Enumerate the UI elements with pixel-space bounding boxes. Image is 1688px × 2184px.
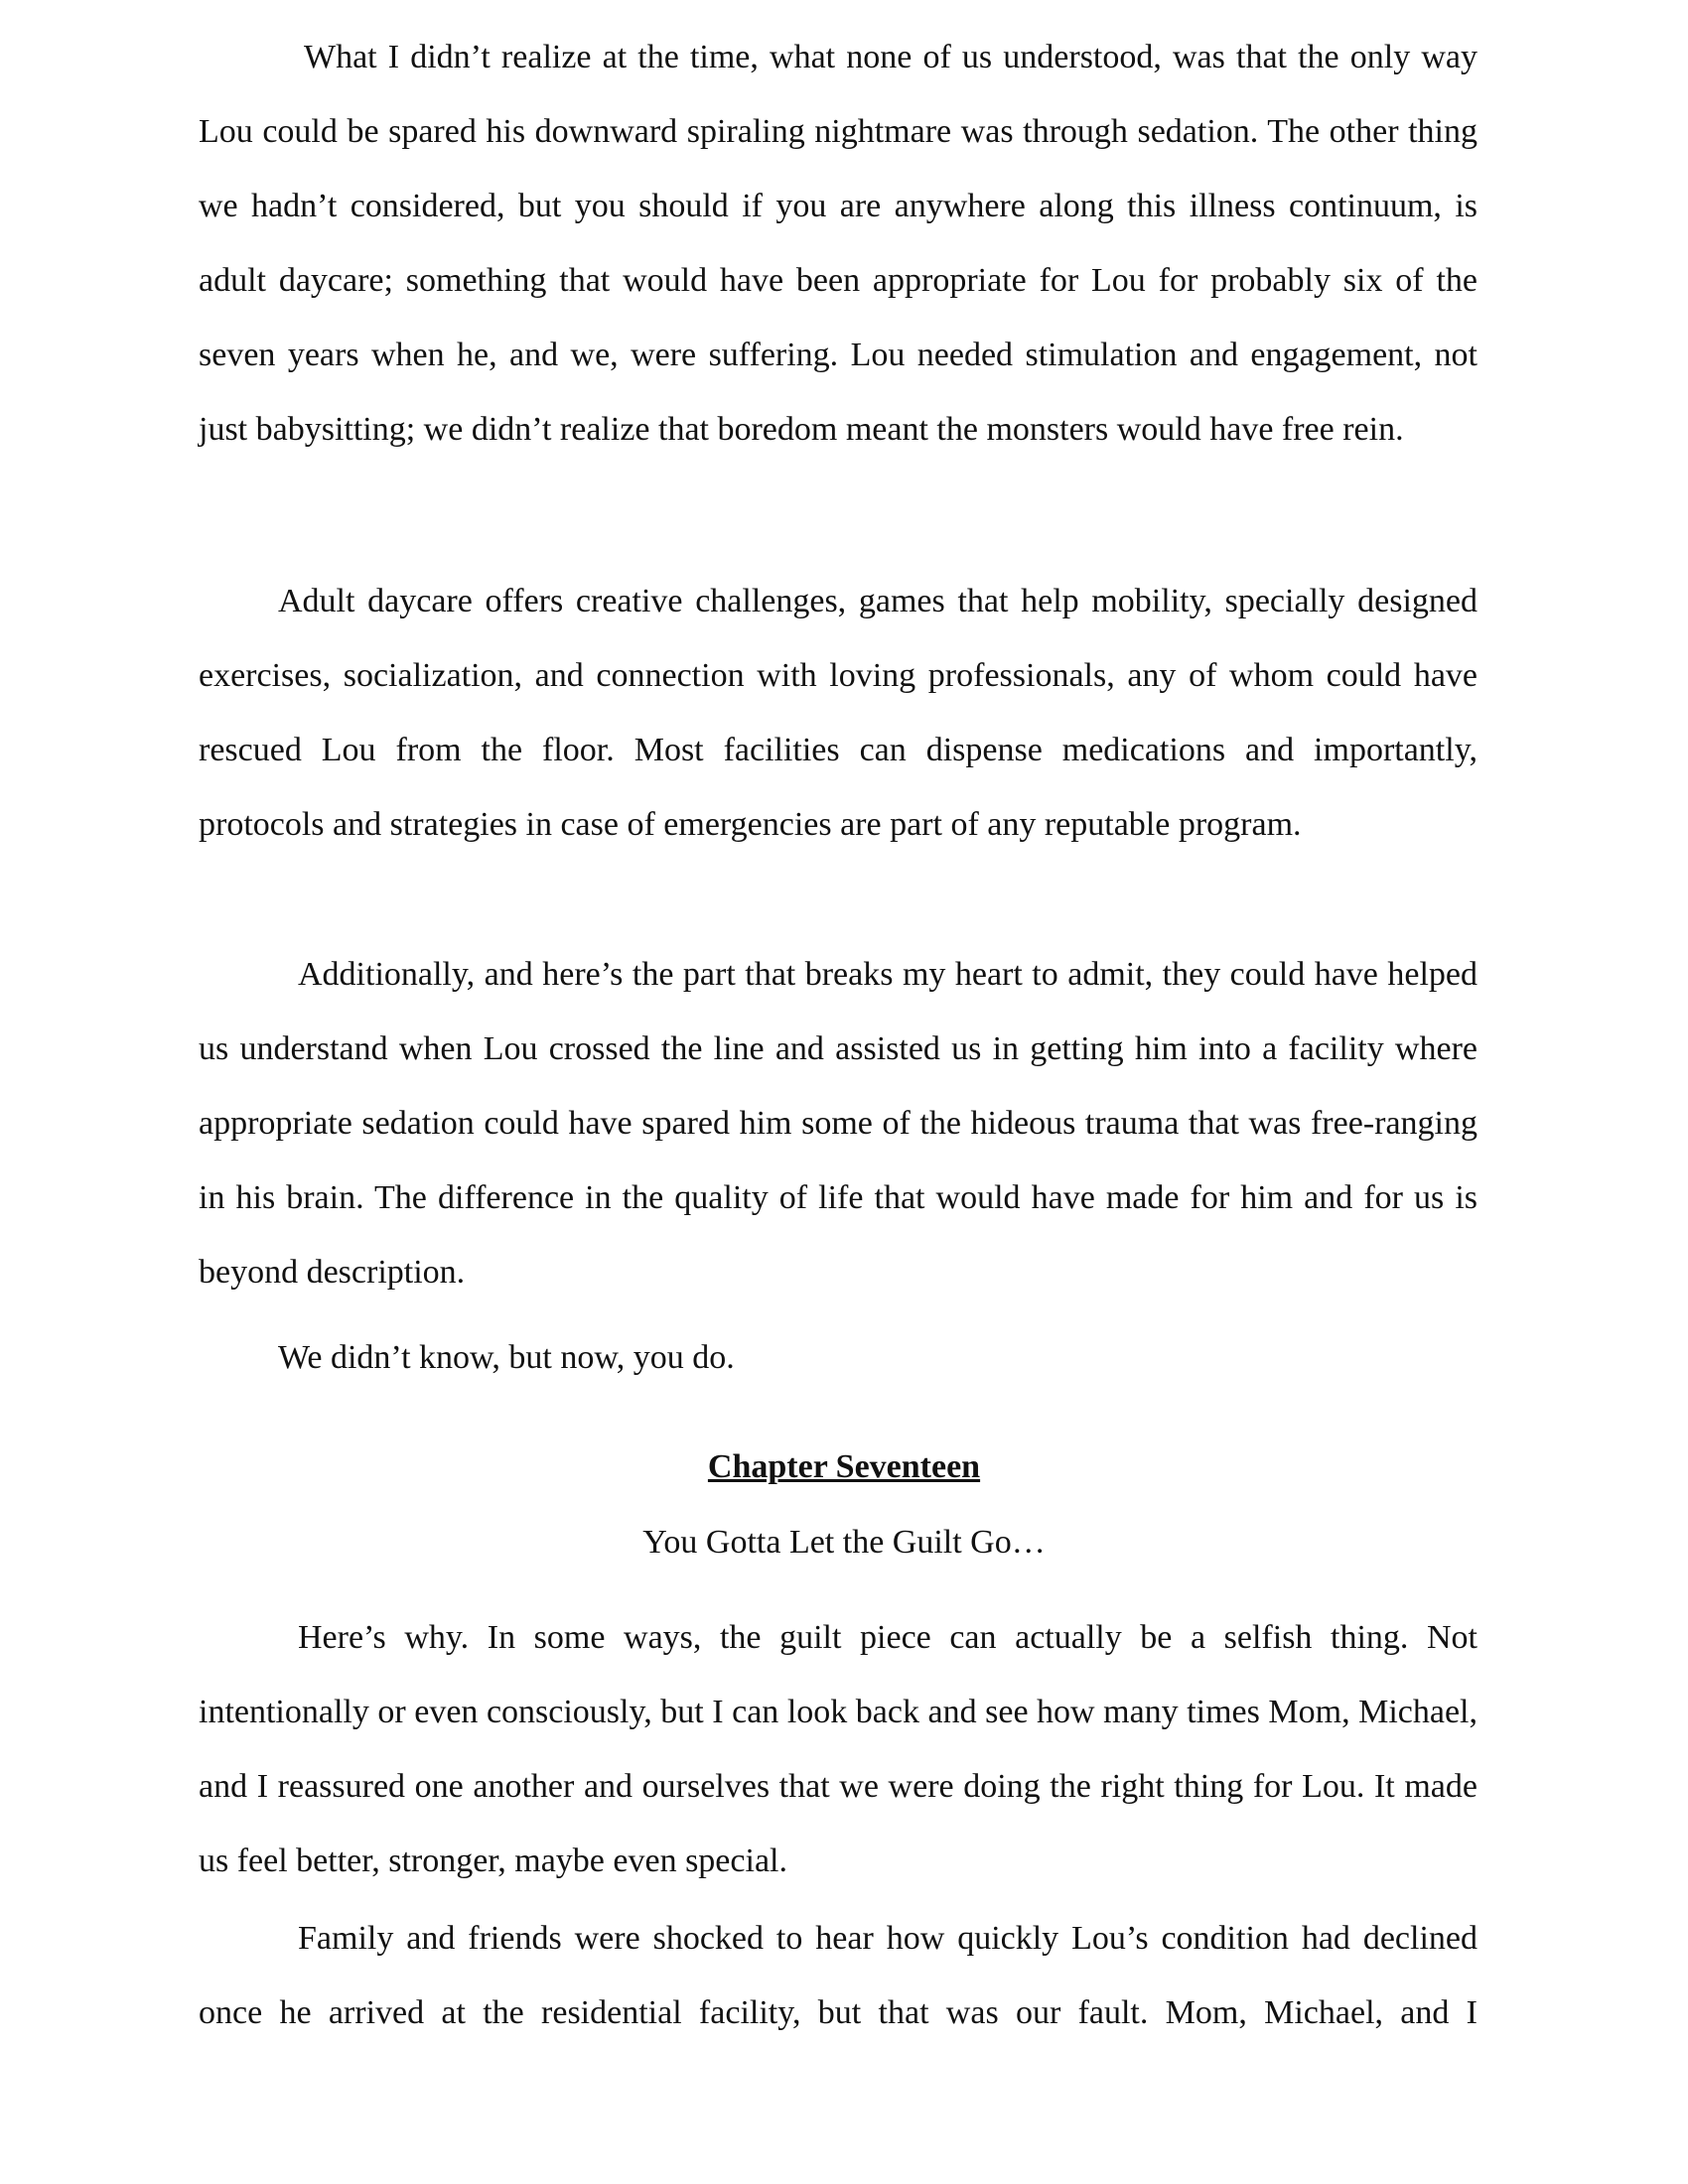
chapter-paragraph-2: Family and friends were shocked to hear how quickly Lou’s condition had declined once he arrived at the residential facility, but that was our fault. Mom, Michael, and I	[199, 1920, 1477, 2031]
chapter-paragraph-1: Here’s why. In some ways, the guilt piece can actually be a selfish thing. Not intentionally or even consciously, but I can look back and see how many times Mom, Michael, and I reassured one another and ourselves that we were doing the right thing for Lou. It made us feel better, stronger, maybe even special.	[199, 1619, 1477, 1879]
chapter-subtitle: You Gotta Let the Guilt Go…	[642, 1524, 1046, 1561]
body-paragraph-3: Additionally, and here’s the part that breaks my heart to admit, they could have helped us understand when Lou crossed the line and assisted us in getting him into a facility where appropriate sedation could have spared him some of the hideous trauma that was free-ranging in his brain. The difference in the quality of life that would have made for him and for us is beyond description.	[199, 956, 1477, 1291]
body-paragraph-2: Adult daycare offers creative challenges, games that help mobility, specially designed exercises, socialization, and connection with loving professionals, any of whom could have rescued Lou from the floor. Most facilities can dispense medications and importantly, protocols and strategies in case of emergencies are part of any reputable program.	[199, 583, 1477, 843]
chapter-title: Chapter Seventeen	[707, 1448, 981, 1485]
body-paragraph-4: We didn’t know, but now, you do.	[278, 1339, 735, 1376]
body-paragraph-1: What I didn’t realize at the time, what none of us understood, was that the only way Lou could be spared his downward spiraling nightmare was through sedation. The other thing we hadn’t considered, but you should if you are anywhere along this illness continuum, is adult daycare; something that would have been appropriate for Lou for probably six of the seven years when he, and we, were suffering. Lou needed stimulation and engagement, not just babysitting; we didn’t realize that boredom meant the monsters would have free rein.	[199, 39, 1477, 448]
